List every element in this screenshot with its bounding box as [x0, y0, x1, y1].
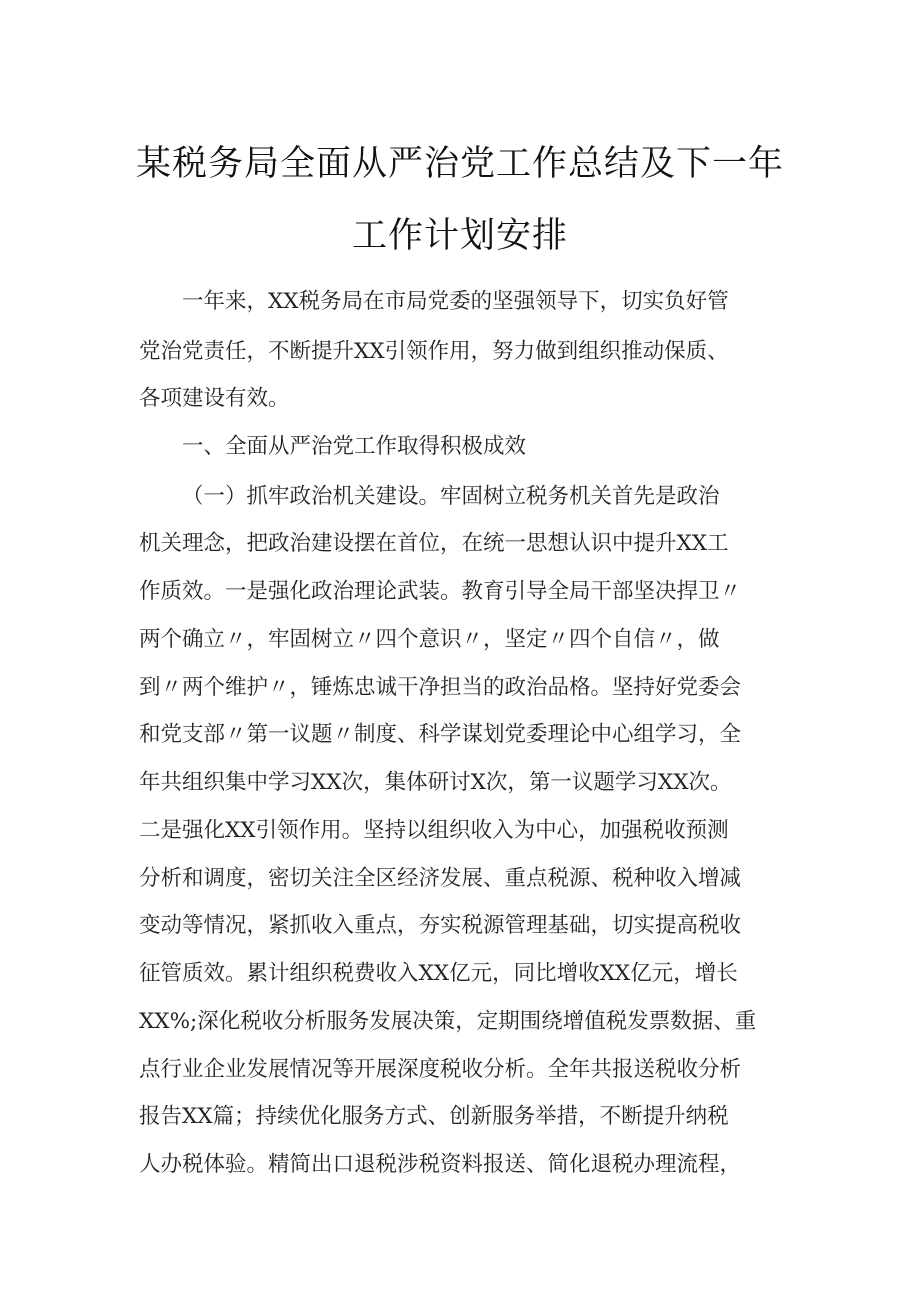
body-line: 各项建设有效。 — [139, 386, 290, 411]
document-title-line-2: 工作计划安排 — [351, 216, 568, 256]
body-line: 年共组织集中学习XX次，集体研讨X次，第一议题学习XX次。 — [139, 770, 732, 795]
body-line: 党治党责任，不断提升XX引领作用，努力做到组织推动保质、 — [139, 339, 729, 364]
body-line: 和党支部〃第一议题〃制度、科学谋划党委理论中心组学习，全 — [139, 722, 742, 747]
body-line: 报告XX篇；持续优化服务方式、创新服务举措，不断提升纳税 — [139, 1104, 729, 1129]
body-line: 征管质效。累计组织税费收入XX亿元，同比增收XX亿元，增长 — [139, 961, 738, 986]
body-line: 一年来，XX税务局在市局党委的坚强领导下，切实负好管 — [182, 289, 729, 314]
body-line: （一）抓牢政治机关建设。牢固树立税务机关首先是政治 — [182, 484, 720, 509]
body-line: 点行业企业发展情况等开展深度税收分析。全年共报送税收分析 — [139, 1057, 742, 1082]
body-line: 两个确立〃，牢固树立〃四个意识〃，坚定〃四个自信〃，做 — [139, 627, 720, 652]
body-line: 作质效。一是强化政治理论武装。教育引导全局干部坚决捍卫〃 — [139, 579, 742, 604]
body-line: 到〃两个维护〃，锤炼忠诚干净担当的政治品格。坚持好党委会 — [139, 675, 742, 700]
body-line: 分析和调度，密切关注全区经济发展、重点税源、税种收入增减 — [139, 866, 742, 891]
body-line: 机关理念，把政治建设摆在首位，在统一思想认识中提升XX工 — [139, 531, 729, 556]
body-line: XX%;深化税收分析服务发展决策，定期围绕增值税发票数据、重 — [139, 1009, 757, 1034]
body-line: 人办税体验。精简出口退税涉税资料报送、简化退税办理流程， — [139, 1152, 742, 1177]
document-title-line-1: 某税务局全面从严治党工作总结及下一年 — [135, 144, 784, 184]
body-line: 变动等情况，紧抓收入重点，夯实税源管理基础，切实提高税收 — [139, 913, 742, 938]
section-heading: 一、全面从严治党工作取得积极成效 — [182, 434, 527, 459]
body-line: 二是强化XX引领作用。坚持以组织收入为中心，加强税收预测 — [139, 818, 729, 843]
